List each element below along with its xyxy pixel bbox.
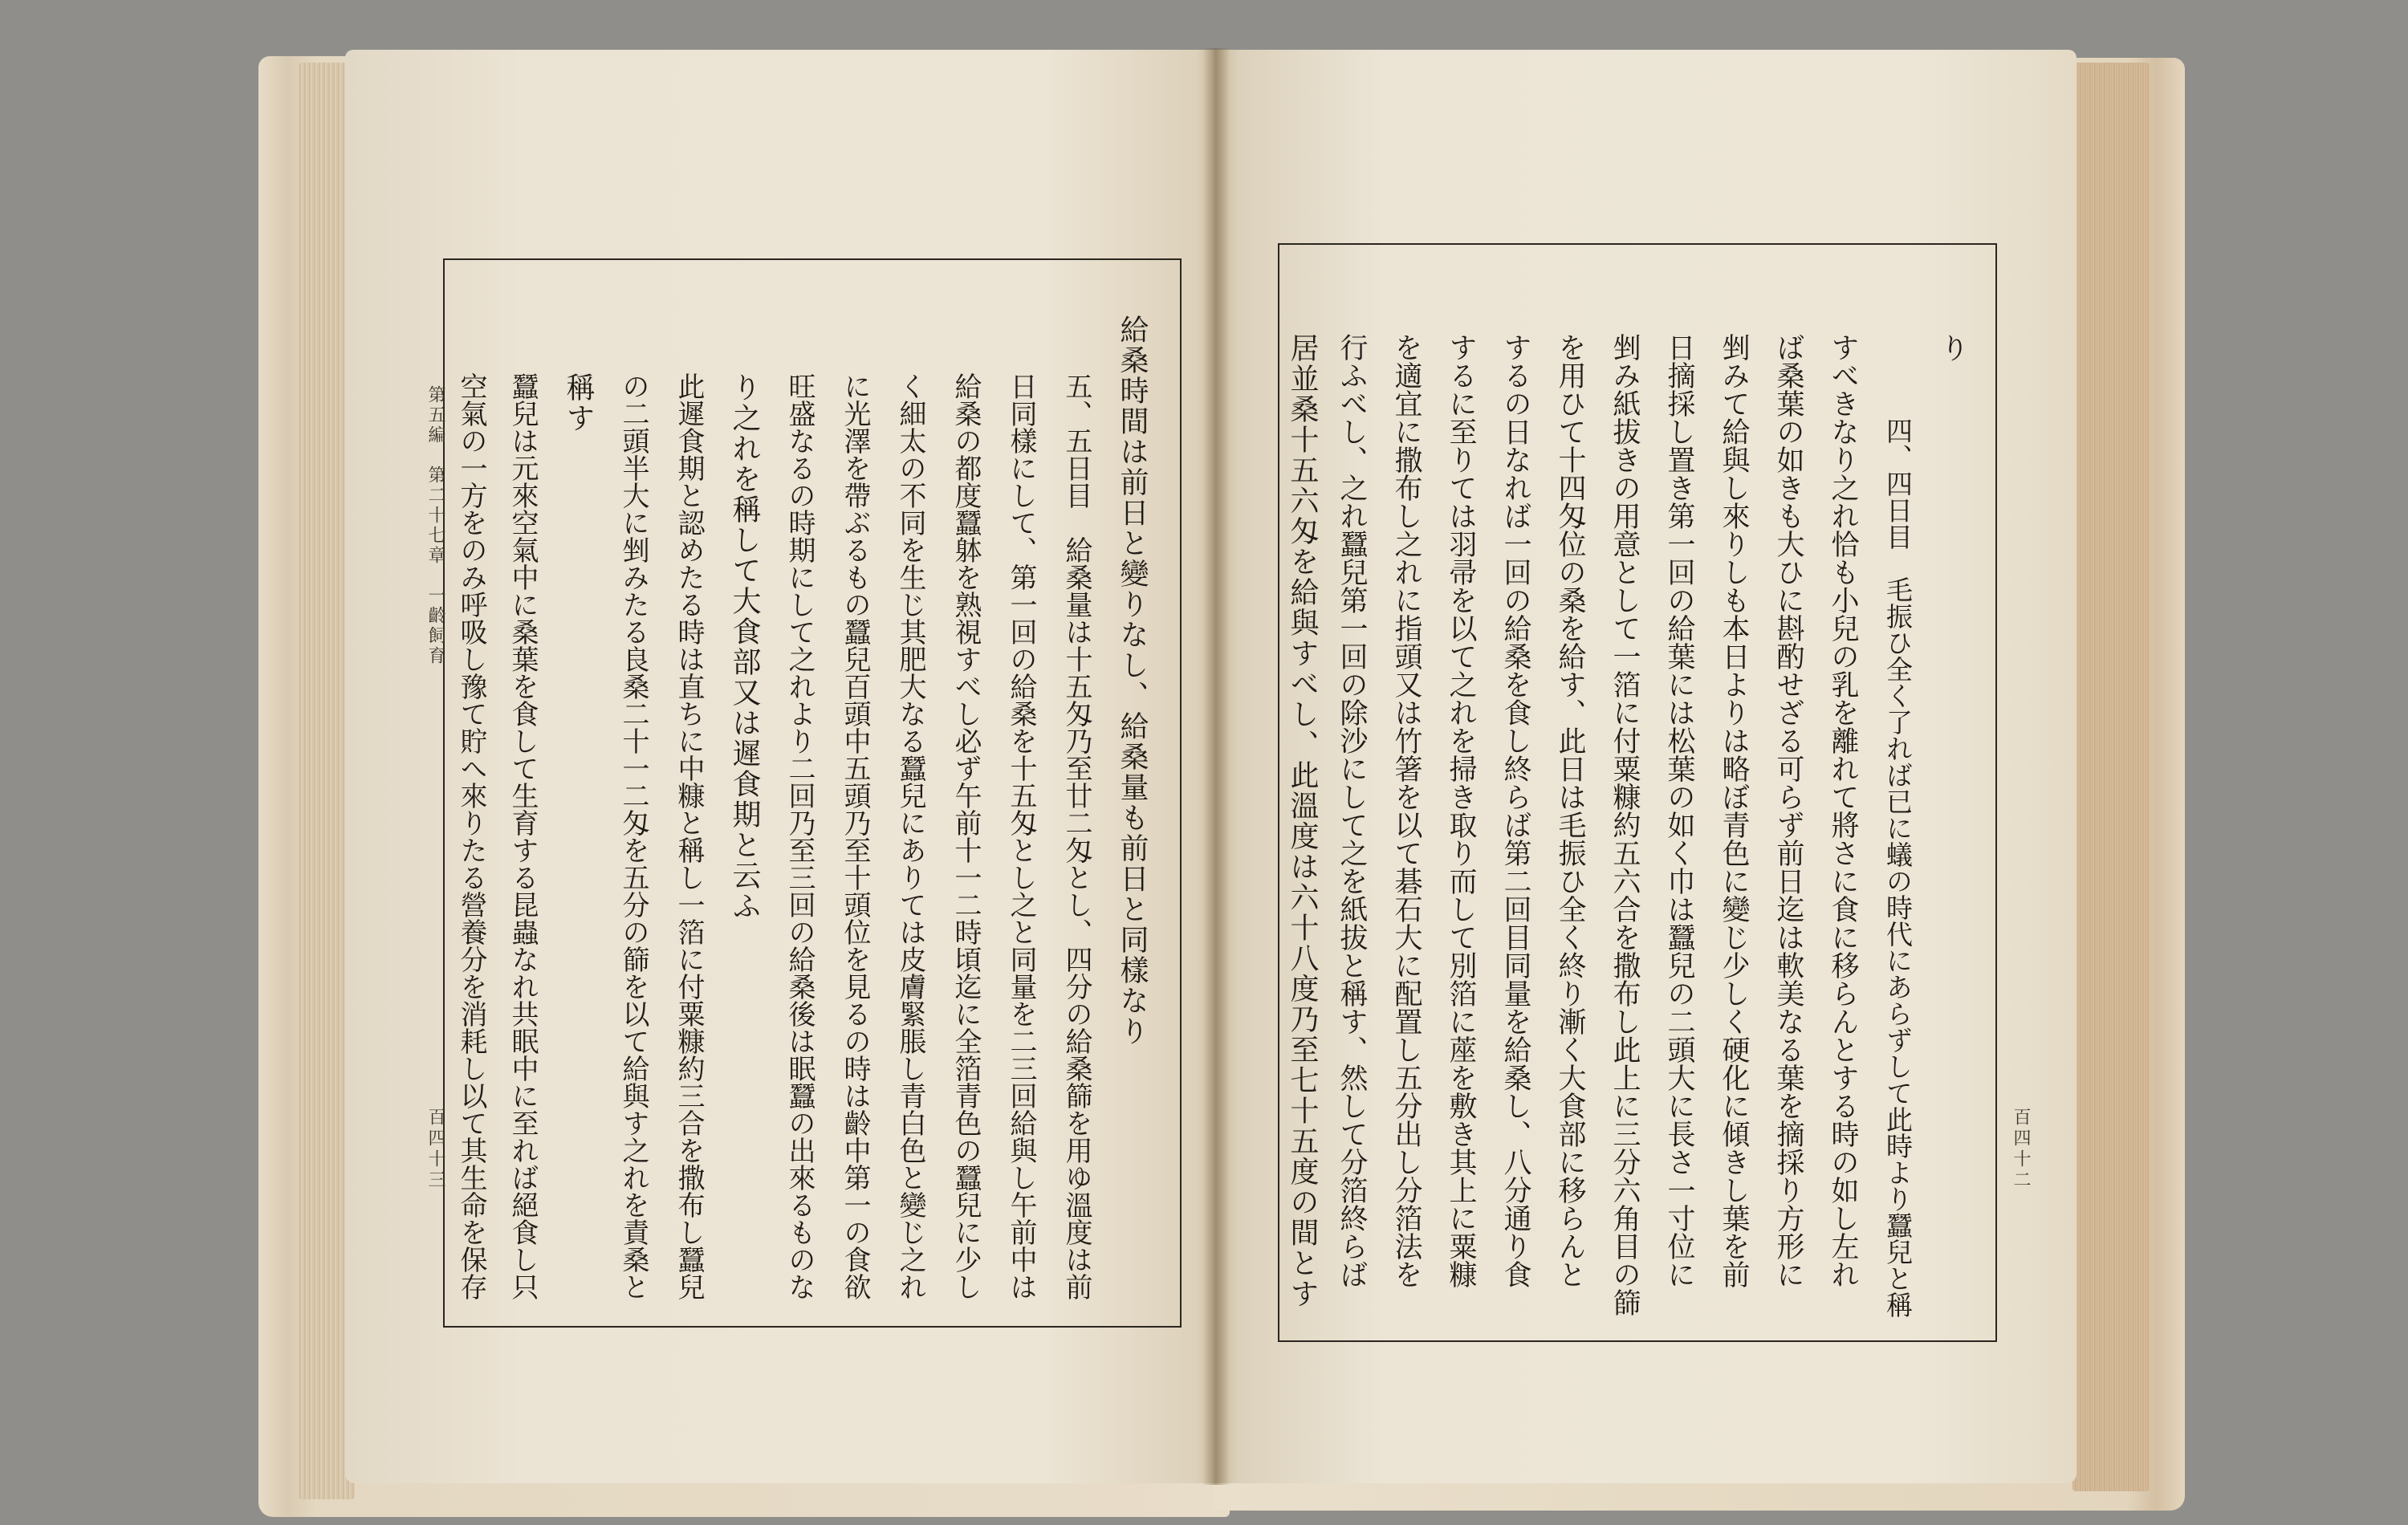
left-page-number: 百四十三 xyxy=(425,1108,445,1191)
right-column-6: 日摘採し置き第一回の給葉には松葉の如く巾は蠶兒の二頭大に長さ一寸位に xyxy=(1663,333,1695,1288)
left-column-7: 旺盛なるの時期にして之れより二回乃至三回の給桑後は眠蠶の出來るものな xyxy=(783,372,816,1300)
left-column-5: く細太の不同を生じ其肥大なる蠶兒にありては皮膚緊脹し青白色と變じ之れ xyxy=(894,372,926,1300)
left-column-8: り之れを稱して大食部又は遲食期と云ふ xyxy=(728,372,761,921)
book-gutter xyxy=(1202,48,1230,1485)
left-column-1: 給桑時間は前日と變りなし、給桑量も前日と同樣なり xyxy=(1116,315,1149,1047)
right-column-9: するの日なれば一回の給桑を食し終らば第二回目同量を給桑し、八分通り食 xyxy=(1499,333,1531,1288)
running-head: 第五編 第二十七章 一齡飼育 xyxy=(425,385,445,666)
right-column-11: を適宜に撒布し之れに指頭又は竹箸を以て碁石大に配置し五分出し分箔法を xyxy=(1390,333,1422,1288)
left-column-6: に光澤を帶ぶるもの蠶兒百頭中五頭乃至十頭位を見るの時は齡中第一の食欲 xyxy=(839,372,871,1300)
right-column-10: するに至りては羽帚を以て之れを掃き取り而して別箔に蓙を敷き其上に粟糠 xyxy=(1445,333,1477,1288)
right-column-8: を用ひて十四匁位の桑を給す、此日は毛振ひ全く終り漸く大食部に移らんと xyxy=(1554,333,1586,1288)
left-column-13: 空氣の一方をのみ呼吸し豫て貯へ來りたる營養分を消耗し以て其生命を保存 xyxy=(455,372,487,1300)
right-column-13: 居並桑十五六匁を給與すべし、此溫度は六十八度乃至七十五度の間とす xyxy=(1286,333,1319,1309)
left-column-2: 五、五日目 給桑量は十五匁乃至廿二匁とし、四分の給桑篩を用ゆ溫度は前 xyxy=(1060,372,1092,1300)
right-page-number: 百四十二 xyxy=(2011,1108,2031,1191)
right-column-4: ば桑葉の如きも大ひに斟酌せざる可らず前日迄は軟美なる葉を摘採り方形に xyxy=(1772,333,1804,1288)
right-page-edges xyxy=(2072,63,2150,1491)
right-column-7: 剉み紙拔きの用意として一箔に付粟糠約五六合を撒布し此上に三分六角目の篩 xyxy=(1609,333,1641,1316)
left-column-10: の二頭半大に剉みたる良桑二十一二匁を五分の篩を以て給與す之れを責桑と xyxy=(617,372,649,1300)
left-column-4: 給桑の都度蠶躰を熟視すべし必ず午前十一二時頃迄に全箔青色の蠶兒に少し xyxy=(950,372,982,1300)
right-column-3: すべきなり之れ恰も小兒の乳を離れて將さに食に移らんとする時の如し左れ xyxy=(1827,333,1859,1288)
left-column-12: 蠶兒は元來空氣中に桑葉を食して生育する昆蟲なれ共眠中に至れば絕食し只 xyxy=(506,372,539,1300)
left-column-9: 此遲食期と認めたる時は直ちに中糠と稱し一箔に付粟糠約三合を撒布し蠶兒 xyxy=(673,372,705,1300)
right-column-5: 剉みて給與し來りしも本日よりは略ぼ青色に變じ少しく硬化に傾きし葉を前 xyxy=(1718,333,1750,1288)
left-column-11: 稱す xyxy=(562,372,595,433)
right-column-12: 行ふべし、之れ蠶兒第一回の除沙にして之を紙拔と稱す、然して分箔終らば xyxy=(1336,333,1368,1288)
left-column-3: 日同樣にして、第一回の給桑を十五匁とし之と同量を二三回給與し午前中は xyxy=(1005,372,1037,1300)
right-column-1: り xyxy=(1936,333,1969,364)
right-column-2: 四、四日目 毛振ひ全く了れば已に蟻の時代にあらずして此時より蠶兒と稱 xyxy=(1882,417,1914,1318)
